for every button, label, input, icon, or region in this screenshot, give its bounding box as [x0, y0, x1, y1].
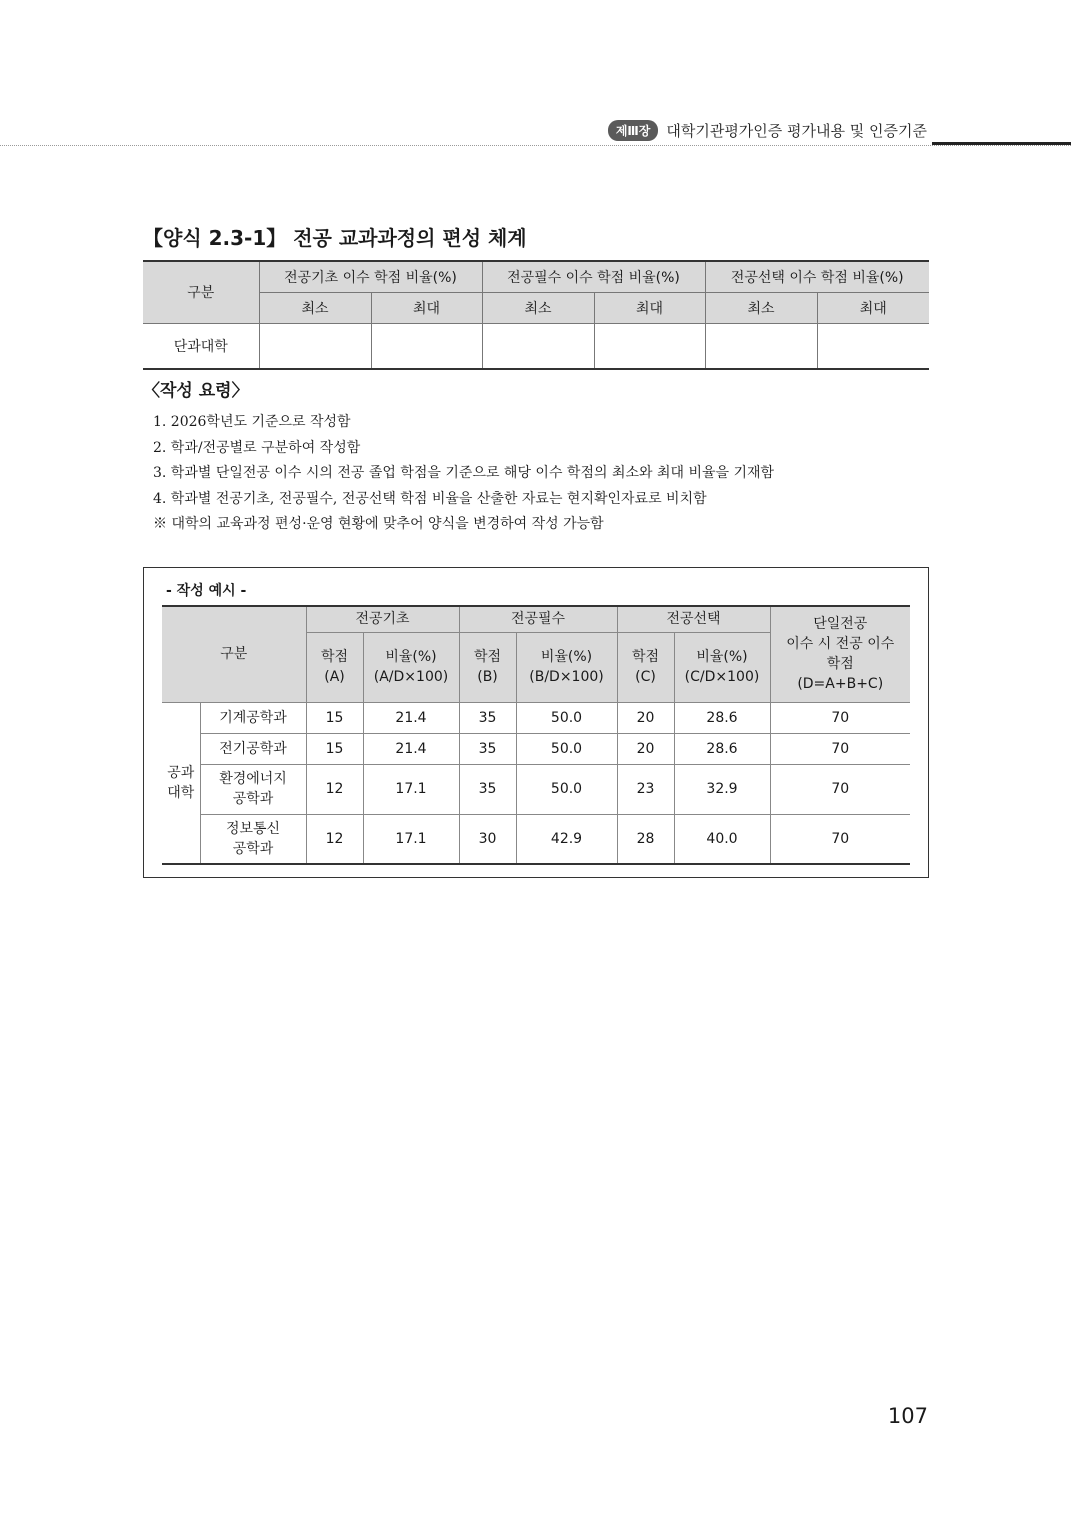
form-max-header: 최대: [594, 292, 705, 323]
guide-item: 2. 학과/전공별로 구분하여 작성함: [153, 439, 361, 456]
cell-ratio-b: 50.0: [516, 764, 617, 814]
form-title: 【양식 2.3-1】 전공 교과과정의 편성 체계: [143, 226, 527, 250]
cell-credit-a: 15: [306, 702, 363, 733]
header-line: (C/D×100): [684, 669, 760, 685]
credit-a-header: [306, 632, 363, 702]
form-cell: [371, 323, 482, 369]
cell-credit-b: 35: [459, 733, 516, 764]
cell-ratio-a: 21.4: [363, 733, 459, 764]
dept-line: 정보통신: [225, 820, 281, 837]
example-group-header: 전공필수: [459, 606, 617, 632]
single-major-line: 학점: [826, 656, 854, 673]
cell-credit-c: 20: [617, 702, 674, 733]
form-min-header: 최소: [482, 292, 594, 323]
example-group-header: 전공선택: [617, 606, 770, 632]
example-row-header: 구분: [162, 606, 306, 702]
cell-credit-c: 23: [617, 764, 674, 814]
cell-ratio-a: 17.1: [363, 764, 459, 814]
cell-credit-b: 35: [459, 764, 516, 814]
header-line: 비율(%): [696, 649, 748, 665]
form-cell: [817, 323, 929, 369]
header-line: 비율(%): [385, 649, 437, 665]
header-line: (A/D×100): [373, 669, 449, 685]
dept-line: 공학과: [232, 791, 274, 807]
header-rule: [932, 142, 1071, 145]
example-box: [143, 567, 929, 878]
form-table: [143, 260, 929, 370]
cell-credit-a: 12: [306, 764, 363, 814]
ratio-c-header: [674, 632, 770, 702]
header-line: (A): [324, 669, 345, 685]
dept-line: 환경에너지: [219, 771, 287, 787]
dept-cell: 기계공학과: [200, 702, 306, 733]
cell-ratio-a: 21.4: [363, 702, 459, 733]
dept-cell: [200, 814, 306, 864]
guide-note: ※ 대학의 교육과정 편성·운영 현황에 맞추어 양식을 변경하여 작성 가능함: [153, 516, 604, 532]
credit-b-header: [459, 632, 516, 702]
college-line: 공과: [167, 764, 195, 781]
dept-line: 공학과: [232, 840, 274, 857]
cell-credit-a: 12: [306, 814, 363, 864]
header-line: 학점: [320, 649, 349, 665]
cell-ratio-b: 50.0: [516, 733, 617, 764]
dept-cell: 전기공학과: [200, 733, 306, 764]
header-line: (C): [635, 669, 656, 685]
cell-credit-a: 15: [306, 733, 363, 764]
dept-cell: [200, 764, 306, 814]
form-min-header: 최소: [705, 292, 817, 323]
guide-title: 〈작성 요령〉: [143, 381, 249, 401]
cell-ratio-c: 28.6: [674, 733, 770, 764]
form-group-header: 전공기초 이수 학점 비율(%): [259, 261, 482, 292]
table-row: [162, 814, 910, 864]
guide-item: 4. 학과별 전공기초, 전공필수, 전공선택 학점 비율을 산출한 자료는 현지확인자료로 비치함: [153, 490, 707, 507]
page-number: 107: [887, 1404, 928, 1428]
header-dotted-line: [0, 145, 1071, 146]
single-major-line: 단일전공: [813, 616, 868, 633]
cell-ratio-b: 42.9: [516, 814, 617, 864]
form-min-header: 최소: [259, 292, 371, 323]
single-major-line: 이수 시 전공 이수: [786, 636, 895, 653]
form-row-label: 단과대학: [143, 323, 259, 369]
cell-credit-c: 20: [617, 733, 674, 764]
cell-ratio-a: 17.1: [363, 814, 459, 864]
form-max-header: 최대: [817, 292, 929, 323]
guide-item: 3. 학과별 단일전공 이수 시의 전공 졸업 학점을 기준으로 해당 이수 학점의 최소와 최대 비율을 기재함: [153, 465, 775, 481]
table-row: [162, 733, 910, 764]
header-line: (B/D×100): [529, 669, 604, 685]
table-row: [162, 764, 910, 814]
cell-credit-b: 35: [459, 702, 516, 733]
guide-item: 1. 2026학년도 기준으로 작성함: [153, 414, 351, 430]
ratio-b-header: [516, 632, 617, 702]
single-major-header: [770, 606, 910, 702]
form-row-header: 구분: [143, 261, 259, 323]
cell-credit-b: 30: [459, 814, 516, 864]
cell-total-d: 70: [770, 814, 910, 864]
cell-credit-c: 28: [617, 814, 674, 864]
header-line: 학점: [631, 649, 660, 665]
form-group-header: 전공선택 이수 학점 비율(%): [705, 261, 929, 292]
form-max-header: 최대: [371, 292, 482, 323]
example-title: - 작성 예시 -: [166, 583, 247, 599]
college-line: 대학: [167, 784, 195, 801]
ratio-a-header: [363, 632, 459, 702]
header-line: 비율(%): [540, 649, 593, 665]
college-cell: [162, 702, 200, 864]
cell-ratio-c: 32.9: [674, 764, 770, 814]
running-header: [608, 120, 927, 141]
cell-total-d: 70: [770, 702, 910, 733]
form-row: [143, 323, 929, 369]
example-group-header: 전공기초: [306, 606, 459, 632]
header-line: (B): [477, 669, 498, 685]
table-row: [162, 702, 910, 733]
form-cell: [705, 323, 817, 369]
cell-total-d: 70: [770, 733, 910, 764]
form-cell: [594, 323, 705, 369]
chapter-title: 대학기관평가인증 평가내용 및 인증기준: [666, 122, 927, 140]
guide-list: [153, 410, 774, 538]
form-cell: [482, 323, 594, 369]
cell-ratio-c: 28.6: [674, 702, 770, 733]
form-group-header: 전공필수 이수 학점 비율(%): [482, 261, 705, 292]
single-major-line: (D=A+B+C): [797, 676, 884, 693]
example-table: [162, 605, 910, 865]
header-line: 학점: [473, 649, 502, 665]
form-cell: [259, 323, 371, 369]
chapter-chip: 제Ⅲ장: [608, 120, 659, 141]
cell-total-d: 70: [770, 764, 910, 814]
cell-ratio-c: 40.0: [674, 814, 770, 864]
cell-ratio-b: 50.0: [516, 702, 617, 733]
credit-c-header: [617, 632, 674, 702]
